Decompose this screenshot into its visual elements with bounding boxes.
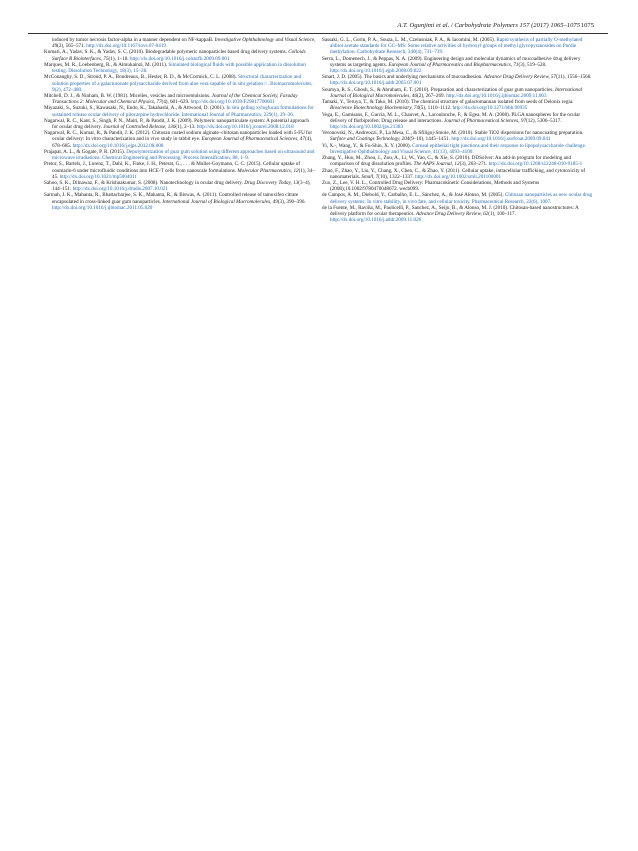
reference-text: Smart, J. D. (2005). The basics and underlying mechanisms of mucoadhesion. (322, 74, 484, 81)
doi-link[interactable]: http://dx.doi.org/10.1016/j.jconrel.2008.12.018 (196, 124, 294, 130)
doi-link[interactable]: http://dx.doi.org/10.1002/smll.201100001 (415, 173, 502, 180)
header-rule (28, 33, 608, 34)
doi-link[interactable]: http://dx.doi.org/10.1016/j.drudis.2007.10.021 (72, 186, 169, 193)
reference-entry (322, 112, 594, 130)
reference-text: de Campos, A. M., Diebold, Y., Carbalho, E. L., Sánchez, A., & José Alonso, M. (2005). (322, 192, 505, 199)
reference-link[interactable]: Simulated biological fluids with possible application in dissolution testing. Dissolution Technology, 18(3), 15–28. (52, 61, 306, 75)
reference-text: (3–4), 144–151. (52, 179, 311, 193)
reference-text: Serra, L., Domenech, J., & Peppas, N. A. (2009). Engineering design and molecular dynamics of mucoadhesive drug delivery systems as targeting agents. (322, 55, 581, 68)
journal-name: The AAPS Journal, 12 (413, 161, 460, 168)
reference-entry (322, 168, 594, 180)
reference-text: (3), 263–271. (459, 161, 489, 168)
reference-entry (322, 180, 594, 192)
reference-text: (12), 5306–5317. (526, 117, 562, 124)
reference-text: Nagarwal, R. C., Kant, S., Singh, P. N., Maiti, P., & Pandit, J. K. (2009). Polymeric nanoparticulate system: A potential approach for ocular drug delivery. (44, 117, 309, 130)
doi-link[interactable]: http://dx.doi.org/10.1167/iovs.07-0419 (86, 43, 166, 50)
doi-link[interactable]: http://dx.doi.org/10.1039/F29817700601 (190, 99, 275, 106)
reference-text: Zhang, Y., Huo, M., Zhou, J., Zou, A., Li, W., Yao, C., & Xie, S. (2010). DDSolver: An add-in program for modeling and comparison of drug dissolution profiles. (322, 155, 572, 168)
reference-text: Yi, X.-, Wang, Y., & Fu-Shin, X. Y. (2000). (322, 142, 413, 149)
reference-entry (322, 99, 594, 111)
reference-entry (322, 130, 594, 142)
reference-text: (1), 100–117. (488, 211, 516, 217)
journal-name: Colloids Surface B Biointerfaces, 75 (52, 49, 306, 62)
reference-link[interactable]: In situ gelling xyloglucan formulations for sustained release ocular delivery of pilocarpine hydrochloride. International Journal of Pharmaceutics, 229(1), 29–36. (52, 105, 314, 118)
reference-entry (44, 118, 316, 130)
reference-text: (4), 601–629. (161, 99, 191, 106)
reference-entry (322, 56, 594, 74)
journal-name: Advance Drug Delivery Review, 62 (415, 211, 489, 217)
doi-link[interactable]: http://dx.doi.org/10.1021/mp500401t (59, 173, 137, 180)
reference-text: Nagarwal, R. C., Kumar, R., & Pandit, J. K. (2012). Chitosan coated sodium alginate–chitosan nanoparticles loaded with 5-FU for ocular delivery: In vitro characterization and in vivo study in rabbit eye. (44, 130, 313, 143)
running-title: A.T. Ogunjimi et al. / Carbohydrate Polymers 157 (2017) 1065–1075 (397, 22, 580, 29)
reference-entry (322, 37, 594, 55)
journal-name: Journal of the Chemical Society, Faraday Transactions 2: Molecular and Chemical Physics, 77 (52, 92, 298, 106)
reference-entry (44, 192, 316, 210)
reference-entry (322, 143, 594, 155)
reference-text: Mitchell, D. J., & Ninham, B. W. (1981). Micelles, vesicles and microemulsions. (44, 92, 212, 99)
references-left-column (44, 37, 316, 211)
journal-name: European Journal of Pharmaceutics and Biopharmaceutics, 71 (388, 61, 519, 68)
reference-entry (44, 130, 316, 148)
reference-text: de la Fuente, M., Raviña, M., Paolicelli, P., Sanchez, A., Seijo, B., & Alonso, M. J. (2010). Chitosan-based nanostructures: A delivery platform for ocular therapeutics. (322, 204, 579, 217)
reference-entry (44, 74, 316, 92)
journal-name: International Journal of Biological Macromolecules, 49 (162, 198, 278, 205)
reference-text: Pretor, S., Bartels, J., Lorenz, T., Dahl, K., Finke, J. H., Peterat, G., . . . & Muller-Goymann, C. C. (2015). Cellular uptake of coumarin-6 under microfluidic conditions into HCE-T cells from nanoscale formulations. (44, 161, 301, 174)
reference-text: Miyazaki, S., Suzuki, S., Kawasaki, N., Endo, K., Takahashi, A., & Attwood, D. (2001). (44, 105, 227, 112)
reference-entry (322, 155, 594, 167)
doi-link[interactable]: http://dx.doi.org/10.1002/jps.21383 (330, 123, 404, 130)
journal-name: Molecular Pharmaceutics, 12 (237, 167, 299, 174)
reference-text: Prajapat, A. L., & Gogate, P. R. (2015). (44, 148, 127, 155)
journal-name: Journal of Pharmaceutical Sciences, 97 (443, 117, 527, 124)
doi-link[interactable]: http://dx.doi.org/10.1016/j.ejps.2012.08.008 (72, 142, 164, 149)
reference-text: (10), 1322–1337. (378, 173, 416, 180)
reference-text: induced by tumor necrosis factor-alpha in a manner dependent on NF-kappaB. (52, 37, 215, 43)
journal-name: Drug Discovery Today, 13 (244, 179, 299, 186)
doi-link[interactable]: http://dx.doi.org/10.1016/j.ijbiomac.2011.05.020 (52, 204, 153, 211)
doi-link[interactable]: http://dx.doi.org/10.1208/s12248-010-9185-1 (488, 161, 583, 168)
reference-text: (9–10), 1445–1451. (409, 136, 452, 143)
reference-text: (4), 678–685. (52, 136, 313, 149)
reference-text: Tamaki, Y., Teruya, T., & Tako, M. (2010). The chemical structure of galactomannan isolated from seeds of Delonix regia. (322, 99, 574, 106)
reference-text: (2), 267–269. (417, 92, 447, 99)
doi-link[interactable]: http://dx.doi.org/10.1016/j.ejpb.2008.09.022 (330, 67, 422, 74)
reference-entry (322, 192, 594, 204)
reference-text: (1), 34–45. (52, 167, 315, 180)
reference-link[interactable]: Depolymerization of guar gum solution using different approaches based on ultrasound and microwave irradiations. Chemical Engineering and Processing: Process Intensification, 88, 1–9. (52, 148, 315, 162)
reference-text: (1), 1–18. (108, 55, 130, 62)
doi-link[interactable]: http://dx.doi.org/10.1271/bbb.90935 (452, 105, 528, 112)
reference-entry (44, 161, 316, 179)
journal-name: Surface and Coatings Technology, 204 (330, 136, 410, 143)
page-number: 1075 (580, 22, 594, 29)
doi-link[interactable]: http://dx.doi.org/10.1016/j.surfcoat.2009.09.041 (451, 136, 551, 143)
reference-entry (44, 62, 316, 74)
reference-text: Sassaki, G. L., Gorin, P. A., Souza, L. M., Czelusniak, P. A., & Iacomini, M. (2005). (322, 37, 497, 43)
doi-link[interactable]: http://dx.doi.org/10.1016/j.addr.2005.07.001 (330, 80, 422, 87)
reference-entry (322, 87, 594, 99)
reference-link[interactable]: Corneal epithelial tight junctions and their response to lipopolysaccharide challenge. Investigative Ophthalmology and Visual Science, 41(13), 4093–4100. (330, 142, 587, 155)
reference-text: (5), 1110–1112. (419, 105, 453, 112)
reference-entry (44, 105, 316, 117)
journal-name: Small, 7 (361, 173, 379, 180)
journal-name: Advance Drug Delivery Review, 57 (483, 74, 557, 81)
reference-text: (11), 1556–1568. (556, 74, 592, 81)
journal-name: European Journal of Pharmaceutical Sciences, 47 (201, 136, 305, 143)
reference-text: Sarmah, J. K., Mahanta, R., Bhattacharjee, S. K., Mahanta, R., & Biswas, A. (2011). Controlled release of tamoxifen citrate encapsulated in cross-linked guar gum nanoparticles. (44, 192, 299, 205)
reference-text: McConaughy, S. D., Stroud, P. A., Boudreaux, B., Hester, R. D., & McCormick, C. L. (2008). (44, 74, 239, 81)
reference-text: (2), 565–571. (57, 43, 87, 50)
reference-text: Veronovski, N., Andreozzi, P., La Mesa, C., & Sfiligoj-Smole, M. (2010). Stable TiO2 dispersions for nanocoating preparation. (322, 130, 584, 137)
reference-entry (44, 93, 316, 105)
reference-text: (1), 2–13. (175, 124, 197, 130)
reference-entry (322, 205, 594, 223)
reference-text: Soumya, R. S., Ghosh, S., & Abraham, E. T. (2010). Preparation and characterization of guar gum nanoparticles. (322, 86, 555, 93)
reference-entry (44, 149, 316, 161)
reference-text: Zhao, F., Zhao, Y., Liu, Y., Chang, X., Chen, C., & Zhao, Y. (2011). Cellular uptake, intracellular trafficking, and cytotoxicity of nanomaterials. (322, 167, 586, 180)
journal-name: International Journal of Biological Macromolecules, 46 (330, 86, 583, 99)
doi-link[interactable]: http://dx.doi.org/10.1016/j.colsurfb.2009.09.001 (129, 55, 230, 62)
reference-link[interactable]: Rapid synthesis of partially O-methylated alditol acetate standards for GC–MS: Some relative activities of hydroxyl groups of methyl glycopyranosides on Purdie methylation. Carbohydrate Research, 340(4), 731–739. (330, 37, 583, 56)
reference-entry (44, 49, 316, 61)
reference-entry (322, 74, 594, 86)
journal-name: Journal of Controlled Release, 136 (103, 124, 176, 130)
journal-name: Investigative Ophthalmology and Visual Science, 49 (52, 37, 316, 50)
reference-entry (44, 180, 316, 192)
reference-link[interactable]: Chitosan nanoparticles as new ocular drug delivery systems: In vitro stability, in vivo fate, and cellular toxicity. Pharmaceutical Research, 22(6), 1007. (330, 192, 593, 205)
reference-text: Sahoo, S. K., Dilnawaz, F., & Krishnakumar, S. (2008). Nanotechnology in ocular drug delivery. (44, 179, 245, 186)
references-right-column (322, 37, 594, 223)
reference-text: Kumari, A., Yadav, S. K., & Yadav, S. C. (2010). Biodegradable polymeric nanoparticles based drug delivery systems. (44, 49, 289, 56)
doi-link[interactable]: http://dx.doi.org/10.1016/j.addr.2009.11.026 (330, 217, 422, 224)
reference-link[interactable]: Structural characterization and solution properties of a galacturonate polysaccharide derived from aloe vera capable of in situ gelation☆. Biomacromolecules, 9(2), 472–480. (52, 74, 313, 93)
reference-text: Zuo, Z., Lee, V. H. L., Controlled Drug Delivery: Pharmacokinetic Considerations, Methods and Systems (2008);10.1002/9780470048672. wecb099. (322, 179, 540, 193)
reference-text: Marques, M. R., Loebenberg, R., & Almukainzi, M. (2011). (44, 61, 169, 68)
journal-name: Bioscience Biotechnology Biochemistry, 74 (330, 105, 420, 112)
reference-entry (44, 37, 316, 49)
doi-link[interactable]: http://dx.doi.org/10.1016/j.ijbiomac.2009.11.003 (446, 92, 547, 99)
reference-text: (3), 519–528. (518, 61, 547, 68)
reference-text: (3), 390–396. (277, 198, 306, 205)
reference-text: Vega, E., Gamisans, F., Garcia, M. L., Chauvet, A., Lacoulonche, F., & Egea, M. A. (2008). PLGA nanospheres for the ocular delivery of flurbiprofen: Drug release and interactions. (322, 111, 581, 124)
